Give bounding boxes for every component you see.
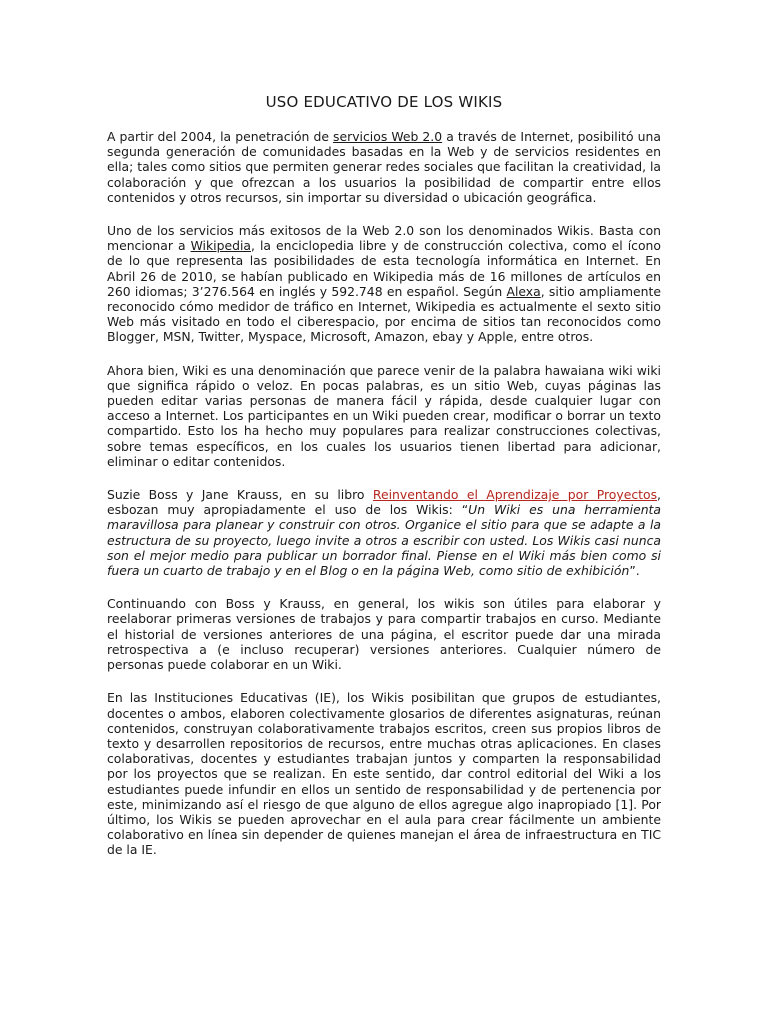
link-alexa[interactable]: Alexa [506, 283, 541, 299]
document-title: USO EDUCATIVO DE LOS WIKIS [265, 93, 503, 111]
link-reinventando-aprendizaje[interactable]: Reinventando el Aprendizaje por Proyectos [372, 487, 658, 503]
paragraph-definition: Ahora bien, Wiki es una denominación que parece venir de la palabra hawaiana wiki wiki que significa rápido o veloz. En pocas palabras, es un sitio Web, cuyas páginas las pueden editar varias personas de manera fácil y rápida, desde cualquier lugar con acceso a Internet. Los participantes en un Wiki pueden crear, modificar o borrar un texto compartido. Esto los ha hecho muy populares para realizar construcciones colectivas, sobre temas específicos, en los cuales los usuarios tienen libertad para adicionar, eliminar o editar contenidos. [107, 362, 661, 469]
paragraph-wikipedia-text-b: , la enciclopedia libre y de construcción colectiva, como el ícono de lo que representa las posibilidades de esta tecnología informática en Internet. En Abril 26 de 2010, se habían publicado en Wikipedia más de 16 millones de artículos en 260 idiomas; 3’276.564 en inglés y 592.748 en español. Según [107, 238, 661, 299]
document-page [107, 93, 661, 876]
paragraph-boss-krauss [107, 487, 661, 578]
paragraph-boss-krauss-text-a: Suzie Boss y Jane Krauss, en su libro [107, 487, 373, 503]
paragraph-boss-krauss-text-c: ”. [629, 563, 640, 579]
link-wikipedia[interactable]: Wikipedia [190, 238, 251, 254]
paragraph-education: En las Instituciones Educativas (IE), los Wikis posibilitan que grupos de estudiantes, docentes o ambos, elaboren colectivamente glosarios de diferentes asignaturas, reúnan contenidos, construyan colaborativamente trabajos escritos, creen sus propios libros de texto y desarrollen repositorios de recursos, entre muchas otras aplicaciones. En clases colaborativas, docentes y estudiantes trabajan juntos y comparten la responsabilidad por los proyectos que se realizan. En este sentido, dar control editorial del Wiki a los estudiantes puede infundir en ellos un sentido de responsabilidad y de pertenencia por este, minimizando así el riesgo de que alguno de ellos agregue algo inapropiado [1]. Por último, los Wikis se pueden aprovechar en el aula para crear fácilmente un ambiente colaborativo en línea sin depender de quienes manejan el área de infraestructura en TIC de la IE. [107, 690, 661, 858]
paragraph-intro-text-a: A partir del 2004, la penetración de [107, 129, 334, 144]
paragraph-wikipedia-text-a: Uno de los servicios más exitosos de la Web 2.0 son los denominados Wikis. Basta con mencionar a [107, 223, 661, 254]
paragraph-boss-krauss-text-b: , esbozan muy apropiadamente el uso de los Wikis: “ [107, 487, 661, 518]
paragraph-wikipedia [107, 223, 661, 345]
link-servicios-web-2-0[interactable]: servicios Web 2.0 [333, 129, 443, 144]
paragraph-intro [107, 129, 661, 205]
book-quote: Un Wiki es una herramienta maravillosa para planear y construir con otros. Organice el sitio para que se adapte a la estructura de su proyecto, luego invite a otros a escribir con usted. Los Wikis casi nunca son el mejor medio para publicar un borrador final. Piense en el Wiki más bien como si fuera un cuarto de trabajo y en el Blog o en la página Web, como sitio de exhibición [107, 502, 661, 579]
paragraph-uses: Continuando con Boss y Krauss, en general, los wikis son útiles para elaborar y reelaborar primeras versiones de trabajos y para compartir trabajos en curso. Mediante el historial de versiones anteriores de una página, el escritor puede dar una mirada retrospectiva a (e incluso recuperar) versiones anteriores. Cualquier número de personas puede colaborar en un Wiki. [107, 596, 661, 673]
paragraph-intro-text-b: a través de Internet, posibilitó una segunda generación de comunidades basadas en la Web y de servicios residentes en ella; tales como sitios que permiten generar redes sociales que facilitan la creatividad, la colaboración y que ofrezcan a los usuarios la posibilidad de compartir entre ellos contenidos y otros recursos, sin importar su diversidad o ubicación geográfica. [107, 129, 661, 205]
paragraph-wikipedia-text-c: , sitio ampliamente reconocido cómo medidor de tráfico en Internet, Wikipedia es actualmente el sexto sitio Web más visitado en todo el ciberespacio, por encima de sitios tan reconocidos como Blogger, MSN, Twitter, Myspace, Microsoft, Amazon, ebay y Apple, entre otros. [107, 283, 661, 345]
